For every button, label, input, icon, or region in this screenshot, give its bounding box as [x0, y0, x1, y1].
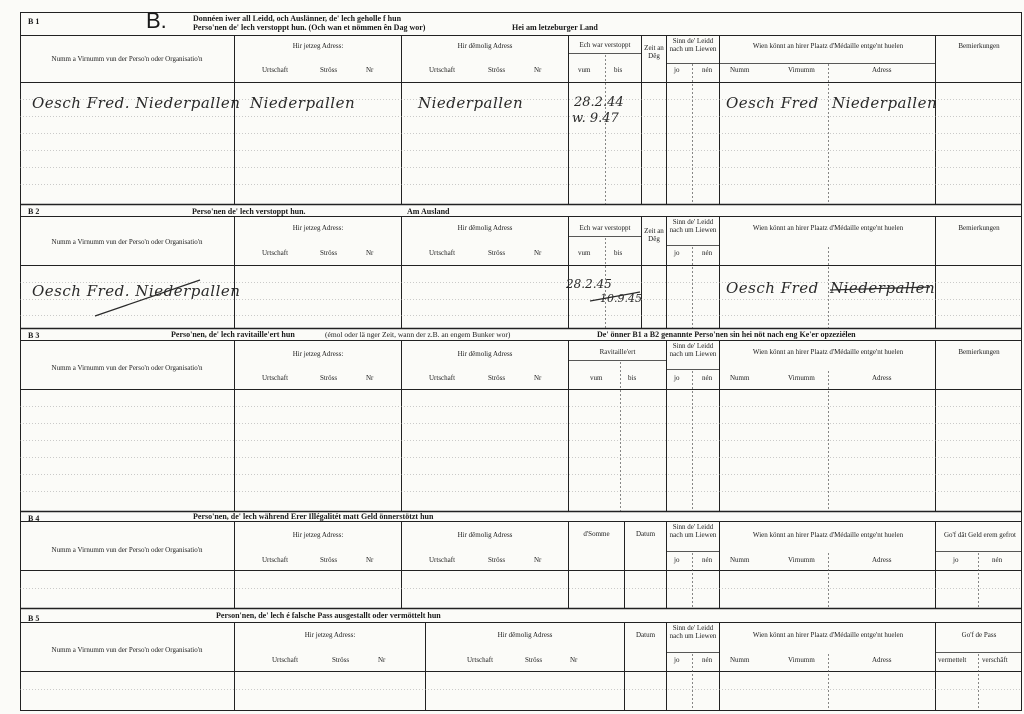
col-medal-address: Adress	[872, 556, 892, 564]
col-medal: Wien könnt an hirer Plaatz d'Médaille entge'nt huelen	[752, 348, 904, 356]
section-code-b1: B 1	[28, 17, 40, 26]
col-hidden: Ech war verstoppt	[579, 41, 631, 49]
col-date: Datum	[635, 631, 656, 639]
col-nr: Nr	[534, 66, 542, 74]
col-medal-address: Adress	[872, 374, 892, 382]
col-urschaft: Urtschaft	[272, 656, 299, 664]
b1-entry-former-address: Niederpallen	[418, 94, 524, 112]
col-stross: Ströss	[320, 66, 338, 74]
b1-entry-medal-name: Oesch Fred	[726, 94, 819, 112]
section-subtitle-b3: (émol oder lä nger Zeit, wann der z.B. an engem Bunker wor)	[325, 330, 511, 339]
col-current-address: Hir jetzeg Adress:	[292, 42, 344, 50]
b1-entry-to: w. 9.47	[572, 111, 619, 126]
col-stross: Ströss	[320, 374, 338, 382]
col-medal: Wien könnt an hirer Plaatz d'Médaille entge'nt huelen	[752, 631, 904, 639]
col-medal-firstname: Virnumm	[788, 656, 815, 664]
col-days: Zeit an Dêg	[644, 44, 664, 60]
col-from: vum	[578, 249, 591, 257]
col-yes: jo	[674, 556, 680, 564]
col-from: vum	[578, 66, 591, 74]
col-yes: jo	[674, 249, 680, 257]
col-alive: Sinn de' Leidd nach um Liewen	[669, 523, 717, 539]
section-title-b3: Perso'nen, de' lech ravitaille'ert hun	[171, 330, 295, 339]
section-code-b4: B 4	[28, 514, 40, 523]
b2-entry-medal-address: Niederpallen	[830, 279, 936, 297]
col-medal-address: Adress	[872, 656, 892, 664]
col-no: nén	[992, 556, 1003, 564]
col-money-returned: Go'f dât Geld erem gefrot	[943, 531, 1016, 539]
col-nr: Nr	[366, 556, 374, 564]
col-nr: Nr	[534, 556, 542, 564]
col-remarks: Bemierkungen	[958, 224, 1000, 232]
b2-entry-medal-name: Oesch Fred	[726, 279, 819, 297]
col-nr: Nr	[366, 374, 374, 382]
b2-entry-from: 28.2.45	[566, 277, 612, 291]
col-medal: Wien könnt an hirer Plaatz d'Médaille entge'nt huelen	[752, 224, 904, 232]
col-urschaft: Urtschaft	[262, 374, 289, 382]
col-stross: Ströss	[320, 249, 338, 257]
section-title-b5: Person'nen, de' lech é falsche Pass ausgestallt oder vermöttelt hun	[216, 611, 441, 620]
col-former-address: Hir dêmolig Adress	[457, 350, 513, 358]
section-right-b3: De' önner B1 a B2 genannte Perso'nen sin hei nöt nach eng Ke'er opzeziélen	[597, 330, 856, 339]
header-line-2: Perso'nen de' lech verstoppt hun. (Och wan et nömmen ên Dag wor)	[193, 23, 426, 32]
col-yes: jo	[953, 556, 959, 564]
col-stross: Ströss	[332, 656, 350, 664]
col-nr: Nr	[366, 66, 374, 74]
col-name: Numm a Virnumm vun der Perso'n oder Organisatio'n	[51, 546, 203, 554]
col-medal-name: Numm	[730, 656, 750, 664]
b1-entry-from: 28.2.44	[574, 95, 624, 110]
section-right-b2: Am Ausland	[407, 207, 450, 216]
col-arranged: vermettelt	[938, 656, 967, 664]
b2-entry-name: Oesch Fred. Niederpallen	[32, 282, 241, 300]
col-no: nén	[702, 249, 713, 257]
col-former-address: Hir dêmolig Adress	[497, 631, 553, 639]
col-medal-name: Numm	[730, 66, 750, 74]
b1-entry-name: Oesch Fred. Niederpallen	[32, 94, 241, 112]
col-no: nén	[702, 66, 713, 74]
col-alive: Sinn de' Leidd nach um Liewen	[669, 218, 717, 234]
section-code-b5: B 5	[28, 614, 40, 623]
col-remarks: Bemierkungen	[958, 42, 1000, 50]
col-procured: verschâft	[982, 656, 1008, 664]
col-yes: jo	[674, 374, 680, 382]
col-from: vum	[590, 374, 603, 382]
col-medal-name: Numm	[730, 556, 750, 564]
section-code-b2: B 2	[28, 207, 40, 216]
col-current-address: Hir jetzeg Adress:	[304, 631, 356, 639]
col-name: Numm a Virnumm vun der Perso'n oder Organisatio'n	[51, 364, 203, 372]
col-to: bis	[614, 249, 623, 257]
header-line-1: Donnéen iwer all Leidd, och Auslänner, de' lech geholle f hun	[193, 14, 402, 23]
b1-entry-medal-address: Niederpallen	[832, 94, 938, 112]
col-date: Datum	[635, 530, 656, 538]
col-urschaft: Urtschaft	[262, 66, 289, 74]
col-medal-firstname: Virnumm	[788, 556, 815, 564]
col-nr: Nr	[534, 249, 542, 257]
col-medal-name: Numm	[730, 374, 750, 382]
col-stross: Ströss	[488, 66, 506, 74]
col-nr: Nr	[366, 249, 374, 257]
col-yes: jo	[674, 66, 680, 74]
b1-entry-current-address: Niederpallen	[250, 94, 356, 112]
col-hidden: Ech war verstoppt	[579, 224, 631, 232]
col-stross: Ströss	[488, 556, 506, 564]
col-no: nén	[702, 556, 713, 564]
col-medal: Wien könnt an hirer Plaatz d'Médaille entge'nt huelen	[752, 42, 904, 50]
col-current-address: Hir jetzeg Adress:	[292, 350, 344, 358]
col-yes: jo	[674, 656, 680, 664]
col-days: Zeit an Dêg	[644, 227, 664, 243]
col-to: bis	[628, 374, 637, 382]
col-remarks: Bemierkungen	[958, 348, 1000, 356]
col-urschaft: Urtschaft	[429, 556, 456, 564]
col-former-address: Hir dêmolig Adress	[457, 224, 513, 232]
col-former-address: Hir dêmolig Adress	[457, 42, 513, 50]
col-stross: Ströss	[525, 656, 543, 664]
col-stross: Ströss	[488, 249, 506, 257]
col-current-address: Hir jetzeg Adress:	[292, 224, 344, 232]
col-medal-firstname: Virnumm	[788, 374, 815, 382]
col-former-address: Hir dêmolig Adress	[457, 531, 513, 539]
col-medal-firstname: Virnumm	[788, 66, 815, 74]
col-nr: Nr	[378, 656, 386, 664]
col-name: Numm a Virnumm vun der Perso'n oder Organisatio'n	[51, 646, 203, 654]
col-alive: Sinn de' Leidd nach um Liewen	[669, 37, 717, 53]
section-title-b4: Perso'nen, de' lech während Erer Illégalitét matt Geld önnerstötzt hun	[193, 512, 434, 521]
col-name: Numm a Virnumm vun der Perso'n oder Organisatio'n	[51, 238, 203, 246]
col-nr: Nr	[570, 656, 578, 664]
col-name: Numm a Virnumm vun der Perso'n oder Organisatio'n	[51, 55, 203, 63]
col-no: nén	[702, 656, 713, 664]
col-sum: d'Somme	[583, 530, 610, 538]
col-passport: Go'f de Pass	[961, 631, 997, 639]
col-stross: Ströss	[488, 374, 506, 382]
col-urschaft: Urtschaft	[467, 656, 494, 664]
col-current-address: Hir jetzeg Adress:	[292, 531, 344, 539]
section-title-b2: Perso'nen de' lech verstoppt hun.	[192, 207, 306, 216]
col-urschaft: Urtschaft	[429, 66, 456, 74]
form-letter: B.	[146, 8, 167, 33]
col-no: nén	[702, 374, 713, 382]
col-medal-address: Adress	[872, 66, 892, 74]
col-supplied: Ravitaille'ert	[599, 348, 636, 356]
col-medal: Wien könnt an hirer Plaatz d'Médaille entge'nt huelen	[752, 531, 904, 539]
col-stross: Ströss	[320, 556, 338, 564]
col-urschaft: Urtschaft	[262, 556, 289, 564]
section-code-b3: B 3	[28, 331, 40, 340]
col-urschaft: Urtschaft	[429, 249, 456, 257]
col-nr: Nr	[534, 374, 542, 382]
header-line-2-right: Hei am letzeburger Land	[512, 23, 598, 32]
col-urschaft: Urtschaft	[262, 249, 289, 257]
col-alive: Sinn de' Leidd nach um Liewen	[669, 624, 717, 640]
b2-entry-to: 10.9.45	[600, 292, 642, 305]
col-urschaft: Urtschaft	[429, 374, 456, 382]
col-to: bis	[614, 66, 623, 74]
col-alive: Sinn de' Leidd nach um Liewen	[669, 342, 717, 358]
